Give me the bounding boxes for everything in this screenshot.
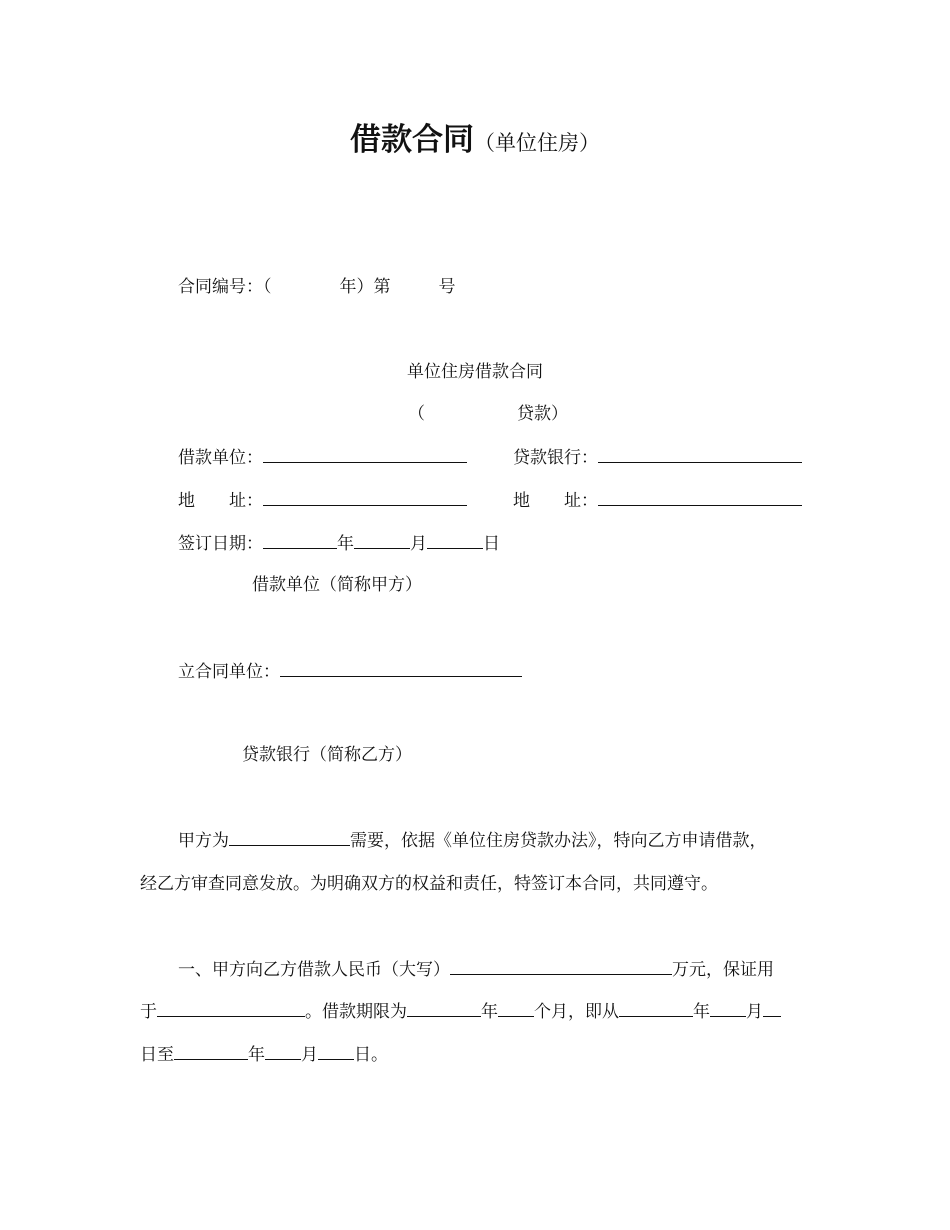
from-month-blank[interactable] <box>710 1000 746 1017</box>
document-title <box>0 114 950 159</box>
sign-year-label: 年 <box>337 534 354 554</box>
contract-heading: 单位住房借款合同 <box>407 362 543 382</box>
sign-date-label: 签订日期： <box>178 534 263 554</box>
loan-type-open: （ <box>408 404 425 424</box>
borrower-blank[interactable] <box>263 446 467 463</box>
para2-month3: 月 <box>301 1045 318 1065</box>
borrower-address-blank[interactable] <box>263 489 467 506</box>
lender-address-line <box>513 489 802 512</box>
para2-line3 <box>140 1043 388 1066</box>
para2-line2 <box>140 1000 781 1023</box>
period-month-blank[interactable] <box>498 1000 534 1017</box>
party-a-heading: 借款单位（简称甲方） <box>252 575 422 595</box>
to-day-blank[interactable] <box>318 1043 354 1060</box>
period-year-blank[interactable] <box>407 1000 481 1017</box>
para2-year3: 年 <box>248 1045 265 1065</box>
para2-unit: 万元，保证用 <box>672 960 774 980</box>
para2-line3-start: 日至 <box>140 1045 174 1065</box>
para1-start: 甲方为 <box>178 831 229 851</box>
contract-number-year: 年）第 <box>339 277 391 297</box>
lender-label: 贷款银行： <box>513 448 598 468</box>
lender-line <box>513 446 802 469</box>
loan-type-label: 贷款） <box>517 404 568 424</box>
amount-blank[interactable] <box>450 958 672 975</box>
para1-rest: 需要，依据《单位住房贷款办法》，特向乙方申请借款， <box>350 831 767 851</box>
borrower-address-line <box>178 489 467 512</box>
para2-year: 年 <box>481 1002 498 1022</box>
title-sub: （单位住房） <box>474 131 600 155</box>
para2-months: 个月，即从 <box>534 1002 619 1022</box>
para2-line1 <box>178 958 774 981</box>
usage-blank[interactable] <box>157 1000 305 1017</box>
sign-day-blank[interactable] <box>427 532 483 549</box>
para2-line2-start: 于 <box>140 1002 157 1022</box>
title-main: 借款合同 <box>350 122 474 158</box>
sign-year-blank[interactable] <box>263 532 337 549</box>
from-day-blank[interactable] <box>763 1000 781 1017</box>
contract-number-line <box>178 276 456 298</box>
para2-day3: 日。 <box>354 1045 388 1065</box>
loan-type-line <box>408 403 568 425</box>
para2-month: 月 <box>746 1002 763 1022</box>
borrower-line <box>178 446 467 469</box>
contract-number-no: 号 <box>438 277 456 297</box>
para2-start: 一、甲方向乙方借款人民币（大写） <box>178 960 450 980</box>
contract-unit-label: 立合同单位： <box>178 662 280 682</box>
to-month-blank[interactable] <box>265 1043 301 1060</box>
party-b-heading: 贷款银行（简称乙方） <box>242 745 412 765</box>
contract-unit-line <box>178 660 522 683</box>
lender-address-blank[interactable] <box>598 489 802 506</box>
sign-month-blank[interactable] <box>354 532 410 549</box>
para2-period: 。借款期限为 <box>305 1002 407 1022</box>
contract-number-label: 合同编号：（ <box>178 277 272 297</box>
sign-month-label: 月 <box>410 534 427 554</box>
borrower-address-label: 地 址： <box>178 491 263 511</box>
borrower-label: 借款单位： <box>178 448 263 468</box>
para1-purpose-blank[interactable] <box>229 829 350 846</box>
lender-blank[interactable] <box>598 446 802 463</box>
para1-line2: 经乙方审查同意发放。为明确双方的权益和责任，特签订本合同，共同遵守。 <box>140 874 718 894</box>
sign-date-line <box>178 532 500 555</box>
to-year-blank[interactable] <box>174 1043 248 1060</box>
para1-line1 <box>178 829 767 852</box>
lender-address-label: 地 址： <box>513 491 598 511</box>
sign-day-label: 日 <box>483 534 500 554</box>
contract-unit-blank[interactable] <box>280 660 522 677</box>
para2-year2: 年 <box>693 1002 710 1022</box>
from-year-blank[interactable] <box>619 1000 693 1017</box>
